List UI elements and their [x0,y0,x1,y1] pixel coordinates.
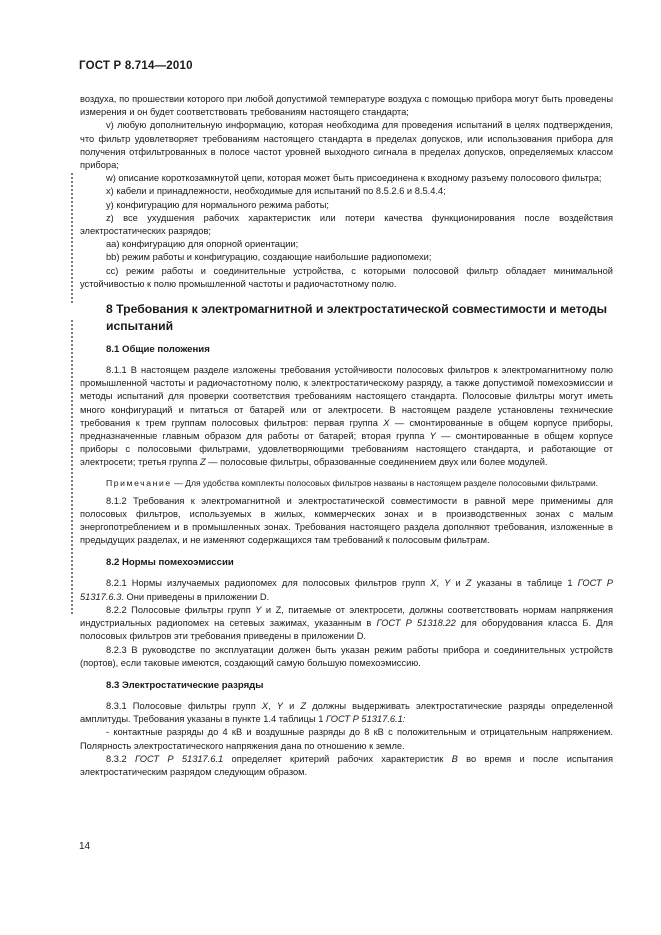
paragraph-8-2-2: 8.2.2 Полосовые фильтры групп Y и Z, питаемые от электросети, должны соответствовать нормам напряжения индустриальных радиопомех на сетевых зажимах, указанным в ГОСТ Р 51318.22 для оборудования класса Б. Для полосовых фильтров эти требования приведены в приложении D. [80,604,613,642]
list-item-y: y) конфигурацию для нормального режима работы; [106,199,329,210]
paragraph-8-2-3: 8.2.3 В руководстве по эксплуатации должен быть указан режим работы прибора и соединительных устройств (портов), если таковые имеются, создающий самую большую помехоэмиссию. [80,644,613,668]
paragraph-8-1-1: 8.1.1 В настоящем разделе изложены требования устойчивости полосовых фильтров к электромагнитному полю промышленной частоты и радиочастотному полю, к электростатическому разряду, а также допустимой помехоэмиссии и методы испытаний для проверки соответствия требованиям настоящего стандарта. Полосовые фильтры могут иметь много конфигураций и питаться от батарей или от электросети. В настоящем разделе установлены технические требования к трем группам полосовых фильтров: первая группа X — смонтированные в общем корпусе приборы, предназначенные главным образом для работы от батарей; вторая группа Y — смонтированные в общем корпусе приборы с полосовыми фильтрами, удовлетворяющими требованиям настоящего стандарта, и работающие от электросети; третья группа Z — полосовые фильтры, образованные соединением двух или более модулей. [80,365,613,468]
subsection-8-1-heading: 8.1 Общие положения [106,344,210,356]
change-mark-bar-section8 [71,320,73,614]
document-header: ГОСТ Р 8.714—2010 [79,60,193,72]
paragraph-8-3-2: 8.3.2 ГОСТ Р 51317.6.1 определяет критерий рабочих характеристик В во время и после испытания электростатическим разрядом следующим образом. [80,753,613,777]
list-item-w: w) описание короткозамкнутой цепи, которая может быть присоединена к входному разъему полосового фильтра; [106,173,602,184]
paragraph-continuation: воздуха, по прошествии которого при любой допустимой температуре воздуха с помощью прибора могут быть проведены измерения и он будет соответствовать требованиям настоящего стандарта; [80,94,613,118]
note-8-1: Примечание — Для удобства комплекты полосовых фильтров названы в настоящем разделе полосовыми фильтрами. [106,477,599,488]
document-body [80,93,613,779]
paragraph-8-2-1: 8.2.1 Нормы излучаемых радиопомех для полосовых фильтров групп X, Y и Z указаны в таблице 1 ГОСТ Р 51317.6.3. Они приведены в приложении D. [80,578,614,602]
list-item-dash: - контактные разряды до 4 кВ и воздушные разряды до 8 кВ с положительным и отрицательным напряжением. Полярность электростатического напряжения дана по отношению к земле. [80,727,613,751]
subsection-8-3-heading: 8.3 Электростатические разряды [106,679,264,691]
section-8-heading: 8 Требования к электромагнитной и электростатической совместимости и методы испытаний [106,302,608,334]
subsection-8-2-heading: 8.2 Нормы помехоэмиссии [106,557,234,569]
page-number: 14 [79,841,91,852]
change-mark-bar-top [71,173,73,303]
list-item-x: x) кабели и принадлежности, необходимые для испытаний по 8.5.2.6 и 8.5.4.4; [106,186,446,197]
list-item-bb: bb) режим работы и конфигурацию, создающие наибольшие радиопомехи; [106,252,432,263]
list-item-v: v) любую дополнительную информацию, которая необходима для проведения испытаний в целях подтверждения, что фильтр удовлетворяет требованиям настоящего стандарта в пределах допусков, или использования прибора для получения отфильтрованных в полосе частот уровней выходного сигнала в пределах допусков, определяемых классом прибора; [80,120,613,171]
paragraph-8-1-2: 8.1.2 Требования к электромагнитной и электростатической совместимости в равной мере применимы для полосовых фильтров, используемых в жилых, коммерческих зонах и в производственных зонах с малым энергопотреблением и в промышленных зонах. Требования настоящего раздела дополняют требования, изложенные в предыдущих разделах, и не изменяют содержащихся там требований к полосовым фильтрам. [80,495,613,546]
list-item-aa: aa) конфигурацию для опорной ориентации; [106,239,299,250]
list-item-cc: cc) режим работы и соединительные устройства, с которыми полосовой фильтр обладает минимальной устойчивостью к полю промышленной частоты и радиочастотному полю. [80,265,613,289]
paragraph-8-3-1: 8.3.1 Полосовые фильтры групп X, Y и Z должны выдерживать электростатические разряды определенной амплитуды. Требования указаны в пункте 1.4 таблицы 1 ГОСТ Р 51317.6.1: [80,700,613,725]
list-item-z: z) все ухудшения рабочих характеристик или потери качества функционирования после воздействия электростатических разрядов; [80,212,613,237]
